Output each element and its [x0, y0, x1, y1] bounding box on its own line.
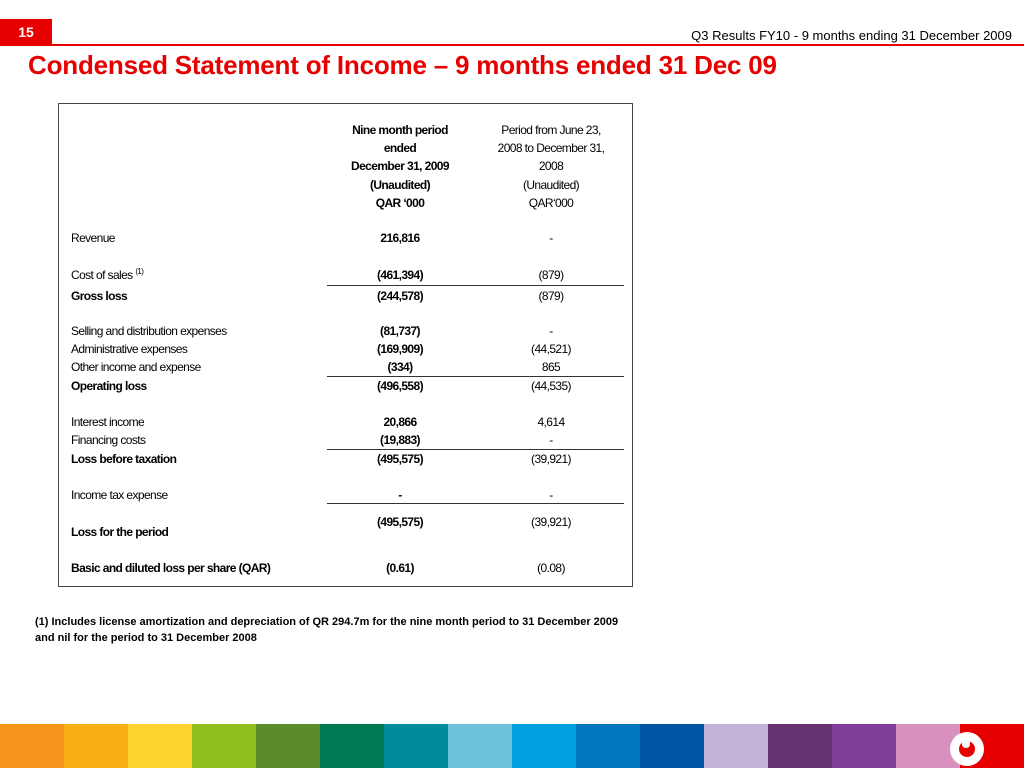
brand-color-bar	[0, 724, 1024, 768]
value-current: (496,558)	[377, 379, 423, 393]
row-label: Loss before taxation	[71, 452, 177, 466]
subtotal-rule	[327, 503, 624, 504]
value-prior: 865	[541, 360, 561, 374]
row-income-tax	[59, 486, 632, 504]
row-label: Basic and diluted loss per share (QAR)	[71, 561, 271, 575]
value-current: (0.61)	[386, 561, 414, 575]
value-prior: -	[549, 488, 553, 502]
column-header-line: 2008	[538, 159, 564, 174]
value-current: (19,883)	[380, 433, 420, 447]
value-prior: (879)	[538, 289, 564, 303]
row-label: Selling and distribution expenses	[71, 324, 227, 338]
value-prior: -	[549, 433, 553, 447]
value-current: -	[398, 488, 402, 502]
color-bar-segment	[448, 724, 512, 768]
value-current: 20,866	[383, 415, 417, 429]
row-loss-for-period	[59, 523, 632, 541]
value-prior: (879)	[538, 268, 564, 282]
value-prior: 4,614	[537, 415, 565, 429]
color-bar-segment	[320, 724, 384, 768]
row-financing-costs	[59, 431, 632, 449]
row-loss-before-taxation	[59, 450, 632, 468]
value-current: (81,737)	[380, 324, 420, 338]
column-header-line: QAR ‘000	[375, 195, 425, 210]
color-bar-segment	[704, 724, 768, 768]
value-prior: -	[549, 231, 553, 245]
value-current: (169,909)	[377, 342, 423, 356]
row-label: Income tax expense	[71, 488, 168, 502]
column-header-line: (Unaudited)	[522, 177, 580, 192]
header-rule	[0, 44, 1024, 46]
value-prior: -	[549, 324, 553, 338]
column-header-line: ended	[383, 141, 417, 156]
row-selling-distribution	[59, 322, 632, 340]
row-label: Revenue	[71, 231, 115, 245]
row-cost-of-sales	[59, 266, 632, 284]
row-loss-per-share	[59, 559, 632, 577]
value-current: 216,816	[380, 231, 420, 245]
row-label: Loss for the period	[71, 525, 169, 539]
row-other-income	[59, 358, 632, 376]
column-header-line: (Unaudited)	[369, 177, 431, 192]
color-bar-segment	[576, 724, 640, 768]
logo-quote-mark	[962, 741, 970, 748]
color-bar-segment	[64, 724, 128, 768]
row-operating-loss	[59, 377, 632, 395]
color-bar-segment	[768, 724, 832, 768]
page-title: Condensed Statement of Income – 9 months ended 31 Dec 09	[28, 50, 777, 80]
value-prior: (44,535)	[531, 379, 571, 393]
column-header-prior-period	[461, 121, 641, 212]
value-prior: (0.08)	[537, 561, 565, 575]
column-header-line: 2008 to December 31,	[497, 141, 605, 156]
value-prior: (39,921)	[531, 452, 571, 466]
value-prior: (39,921)	[531, 515, 571, 529]
subtotal-rule	[327, 285, 624, 286]
column-header-line: Nine month period	[352, 123, 448, 137]
row-label: Gross loss	[71, 289, 128, 303]
color-bar-segment	[832, 724, 896, 768]
value-prior: (44,521)	[531, 342, 571, 356]
row-label: Operating loss	[71, 379, 147, 393]
color-bar-segment	[128, 724, 192, 768]
color-bar-segment	[640, 724, 704, 768]
footnote-marker: (1)	[135, 267, 144, 276]
row-gross-loss	[59, 287, 632, 305]
value-current: (495,575)	[377, 515, 423, 529]
value-current: (244,578)	[377, 289, 423, 303]
row-label-text: Cost of sales	[71, 268, 133, 282]
color-bar-segment	[192, 724, 256, 768]
income-statement-table	[58, 103, 633, 587]
row-interest-income	[59, 413, 632, 431]
header-subtitle: Q3 Results FY10 - 9 months ending 31 December 2009	[691, 28, 1012, 43]
color-bar-segment	[256, 724, 320, 768]
column-header-line: Period from June 23,	[501, 123, 601, 137]
value-current: (461,394)	[377, 268, 423, 282]
footnote: (1) Includes license amortization and depreciation of QR 294.7m for the nine month period to 31 December 2009 and nil for the period to 31 December 2008	[35, 616, 619, 644]
row-label: Interest income	[71, 415, 145, 429]
color-bar-segment	[0, 724, 64, 768]
color-bar-segment	[384, 724, 448, 768]
value-current: (334)	[387, 360, 413, 374]
row-administrative	[59, 340, 632, 358]
row-label: Financing costs	[71, 433, 146, 447]
row-label: Administrative expenses	[71, 342, 188, 356]
vodafone-logo-icon	[950, 732, 984, 766]
column-header-line: QAR‘000	[528, 195, 574, 210]
row-revenue	[59, 229, 632, 247]
row-label	[71, 266, 143, 284]
page-number: 15	[0, 19, 52, 45]
column-header-line: December 31, 2009	[351, 159, 449, 174]
color-bar-segment	[512, 724, 576, 768]
row-label: Other income and expense	[71, 360, 201, 374]
value-current: (495,575)	[377, 452, 423, 466]
